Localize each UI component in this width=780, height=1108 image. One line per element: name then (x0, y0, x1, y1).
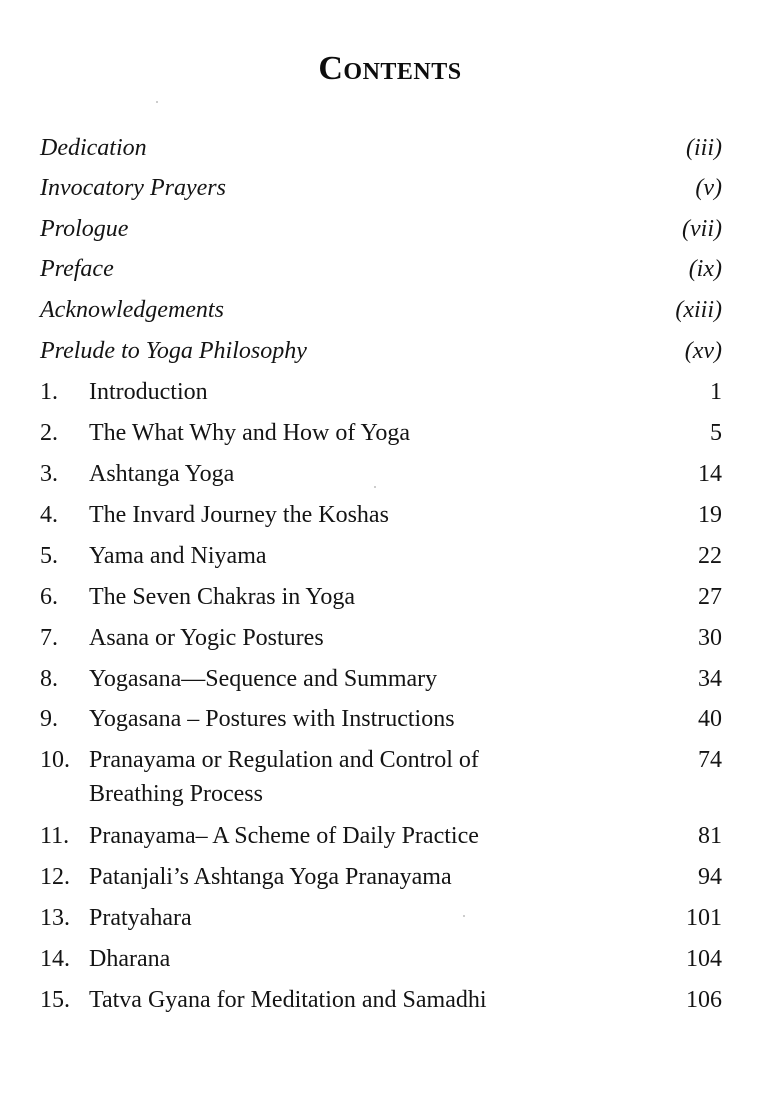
print-speck (374, 486, 376, 488)
chapter-page: 5 (710, 420, 722, 446)
chapter-page: 1 (710, 379, 722, 405)
chapter-title: The What Why and How of Yoga (89, 420, 411, 446)
entry-title: Prelude to Yoga Philosophy (40, 338, 307, 364)
entry-title: Dedication (40, 135, 147, 161)
entry-page: (xv) (684, 338, 722, 364)
chapter-title: Pranayama– A Scheme of Daily Practice (89, 823, 479, 849)
chapter-title: The Invard Journey the Koshas (89, 502, 389, 528)
chapter-title: Asana or Yogic Postures (89, 625, 324, 651)
chapter-page: 34 (698, 666, 722, 692)
chapter-title: Dharana (89, 946, 171, 972)
chapter-number: 15. (40, 987, 70, 1013)
chapter-number: 11. (40, 823, 70, 849)
entry-page: (iii) (686, 135, 722, 161)
chapter-page: 27 (698, 584, 722, 610)
chapter-title: Pratyahara (89, 905, 192, 931)
entry-title: Preface (40, 256, 114, 282)
chapter-page: 74 (698, 747, 722, 773)
chapter-page: 101 (686, 905, 722, 931)
chapter-number: 13. (40, 905, 70, 931)
chapter-page: 81 (698, 823, 722, 849)
entry-page: (ix) (688, 256, 722, 282)
print-speck (463, 915, 465, 917)
chapter-number: 1. (40, 379, 58, 405)
chapter-page: 106 (686, 987, 722, 1013)
print-speck (156, 101, 158, 103)
chapter-number: 2. (40, 420, 58, 446)
chapter-number: 3. (40, 461, 58, 487)
chapter-page: 94 (698, 864, 722, 890)
page-title: Contents (318, 50, 462, 87)
chapter-title: Yogasana – Postures with Instructions (89, 706, 455, 732)
toc-chapter-10[interactable] (40, 743, 722, 813)
chapter-page: 14 (698, 461, 722, 487)
chapter-title-line-1: Pranayama or Regulation and Control of (89, 747, 479, 773)
chapter-number: 5. (40, 543, 58, 569)
entry-page: (vii) (682, 216, 722, 242)
chapter-number: 7. (40, 625, 58, 651)
chapter-number: 4. (40, 502, 58, 528)
chapter-title: Patanjali’s Ashtanga Yoga Pranayama (89, 864, 452, 890)
chapter-page: 104 (686, 946, 722, 972)
chapter-title: Yama and Niyama (89, 543, 267, 569)
entry-page: (xiii) (675, 297, 722, 323)
chapter-page: 19 (698, 502, 722, 528)
chapter-number: 6. (40, 584, 58, 610)
entry-title: Invocatory Prayers (40, 175, 226, 201)
chapter-title: Tatva Gyana for Meditation and Samadhi (89, 987, 487, 1013)
chapter-title (89, 743, 479, 811)
chapter-title: Yogasana—Sequence and Summary (89, 666, 438, 692)
chapter-page: 22 (698, 543, 722, 569)
chapter-number: 10. (40, 747, 70, 773)
chapter-number: 14. (40, 946, 70, 972)
entry-title: Acknowledgements (40, 297, 224, 323)
chapter-number: 8. (40, 666, 58, 692)
chapter-number: 12. (40, 864, 70, 890)
chapter-title: Ashtanga Yoga (89, 461, 235, 487)
chapter-number: 9. (40, 706, 58, 732)
entry-page: (v) (695, 175, 722, 201)
chapter-page: 40 (698, 706, 722, 732)
chapter-title-line-2: Breathing Process (89, 781, 263, 807)
chapter-title: Introduction (89, 379, 208, 405)
entry-title: Prologue (40, 216, 129, 242)
chapter-page: 30 (698, 625, 722, 651)
chapter-title: The Seven Chakras in Yoga (89, 584, 355, 610)
